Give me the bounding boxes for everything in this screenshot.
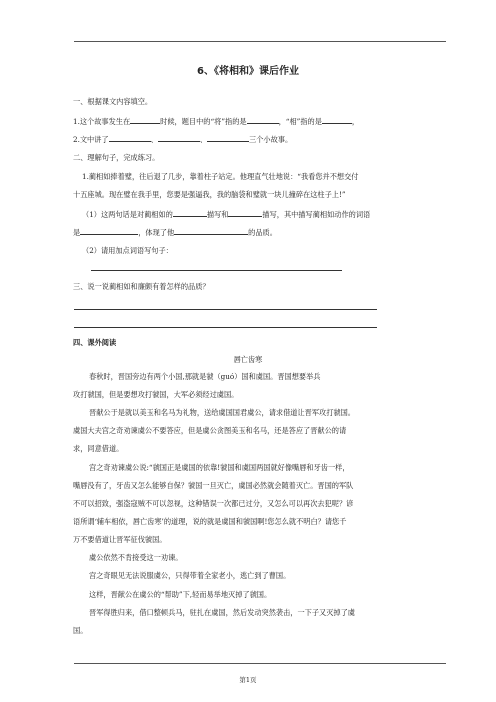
- story-line: 宫之奇眼见无法说服虞公，只得带着全家老小，逃亡到了曹国。: [89, 571, 291, 580]
- section-3-heading: 三、说一说蔺相如和廉颇有着怎样的品质？: [73, 282, 210, 291]
- story-line: 攻打虢国，但是要想攻打虢国，大军必须经过虞国。: [73, 390, 239, 399]
- story-line: 晋军得胜归来，借口整顿兵马，驻扎在虞国，然后发动突然袭击，一下子又灭掉了虞: [89, 608, 355, 617]
- passage-line: 十五座城。现在璧在我手里，您要是强逼我，我的脑袋和璧就一块儿撞碎在这柱子上!”: [73, 190, 346, 199]
- story-line: 宫之奇劝谏虞公说:“虢国正是虞国的依靠!虢国和虞国两国就好像嘴唇和牙齿一样，: [89, 463, 350, 472]
- blank-field[interactable]: [158, 134, 200, 142]
- page-title: 6、《将相和》课后作业: [197, 66, 299, 77]
- blank-field[interactable]: [322, 116, 352, 124]
- question-2-2: （2）请用加点词语写句子：: [82, 246, 173, 255]
- blank-field[interactable]: [173, 209, 207, 217]
- q21-text-b: 描写和: [206, 210, 229, 219]
- answer-line[interactable]: [91, 270, 342, 271]
- q2-text-b: 、: [150, 135, 158, 144]
- blank-field[interactable]: [109, 134, 151, 142]
- story-line: 求，同意借道。: [73, 444, 124, 453]
- question-1-2: [73, 134, 292, 144]
- q2-text-c: 、: [199, 135, 208, 144]
- passage-line: 1.蔺相如捧着璧，往后退了几步，靠着柱子站定。他理直气壮地说：“我看您并不想交付: [82, 172, 359, 181]
- story-line: 万不要借道让晋军征伐虢国。: [73, 535, 167, 544]
- q21-text-f: 的品质。: [248, 228, 277, 237]
- story-line: 晋献公于是就以美玉和名马为礼物，送给虞国国君虞公，请求借道让晋军攻打虢国。: [89, 408, 355, 417]
- section-4-heading: 四、课外阅读: [73, 338, 117, 347]
- story-line: 春秋时，晋国旁边有两个小国,那就是虢（guó）国和虞国。晋国想要举兵: [89, 372, 321, 381]
- question-2-1: [82, 209, 370, 219]
- answer-line[interactable]: [74, 327, 377, 328]
- page-number: 第1页: [239, 676, 257, 684]
- section-2-heading: 二、理解句子，完成练习。: [73, 153, 160, 162]
- q2-text-d: 三个小故事。: [249, 135, 293, 144]
- story-line: 不可以招致，强盗寇贼不可以忽视，这种错误一次都已过分，又怎么可以再次去犯呢？谚: [73, 499, 354, 508]
- q21-text-e: ，体现了他: [138, 228, 175, 237]
- q1-text-c: ，“相”指的是: [278, 117, 322, 126]
- q21-text-a: （1）这两句话是对蔺相如的: [82, 210, 173, 219]
- story-line: 这样，晋献公在虞公的“帮助”下,轻而易举地灭掉了虢国。: [89, 590, 272, 599]
- story-line: 国。: [73, 626, 88, 635]
- top-rule: [74, 41, 446, 42]
- question-1-1: [73, 116, 359, 126]
- blank-field[interactable]: [80, 227, 138, 235]
- question-2-1-cont: [73, 227, 277, 237]
- q21-text-d: 是: [73, 228, 81, 237]
- q1-text-d: ，: [351, 117, 360, 126]
- blank-field[interactable]: [228, 209, 262, 217]
- q1-text-b: 时候，题目中的“将”指的是: [160, 117, 247, 126]
- q1-text-a: 1.这个故事发生在: [73, 117, 131, 126]
- blank-field[interactable]: [207, 134, 249, 142]
- story-title: 唇亡齿寒: [233, 355, 263, 364]
- story-line: 嘴唇没有了，牙齿又怎么能够自保？虢国一旦灭亡，虞国必然就会随着灭亡。晋国的军队: [73, 481, 354, 490]
- q21-text-c: 描写，其中描写蔺相如动作的词语: [262, 210, 371, 219]
- section-1-heading: 一、根据课文内容填空。: [73, 97, 153, 106]
- blank-field[interactable]: [130, 116, 160, 124]
- blank-field[interactable]: [247, 116, 279, 124]
- story-line: 语所谓‘辅车相依，唇亡齿寒’的道理，说的就是虞国和虢国啊!您怎么就不明白？请您千: [73, 517, 347, 526]
- bottom-rule: [74, 663, 446, 664]
- story-line: 虞国大夫宫之奇劝谏虞公不要答应，但是虞公贪图美玉和名马，还是答应了晋献公的请: [73, 426, 347, 435]
- blank-field[interactable]: [174, 227, 248, 235]
- q2-text-a: 2.文中讲了: [73, 135, 109, 144]
- answer-line[interactable]: [74, 309, 377, 310]
- story-line: 虞公依然不肯接受这一劝谏。: [89, 553, 183, 562]
